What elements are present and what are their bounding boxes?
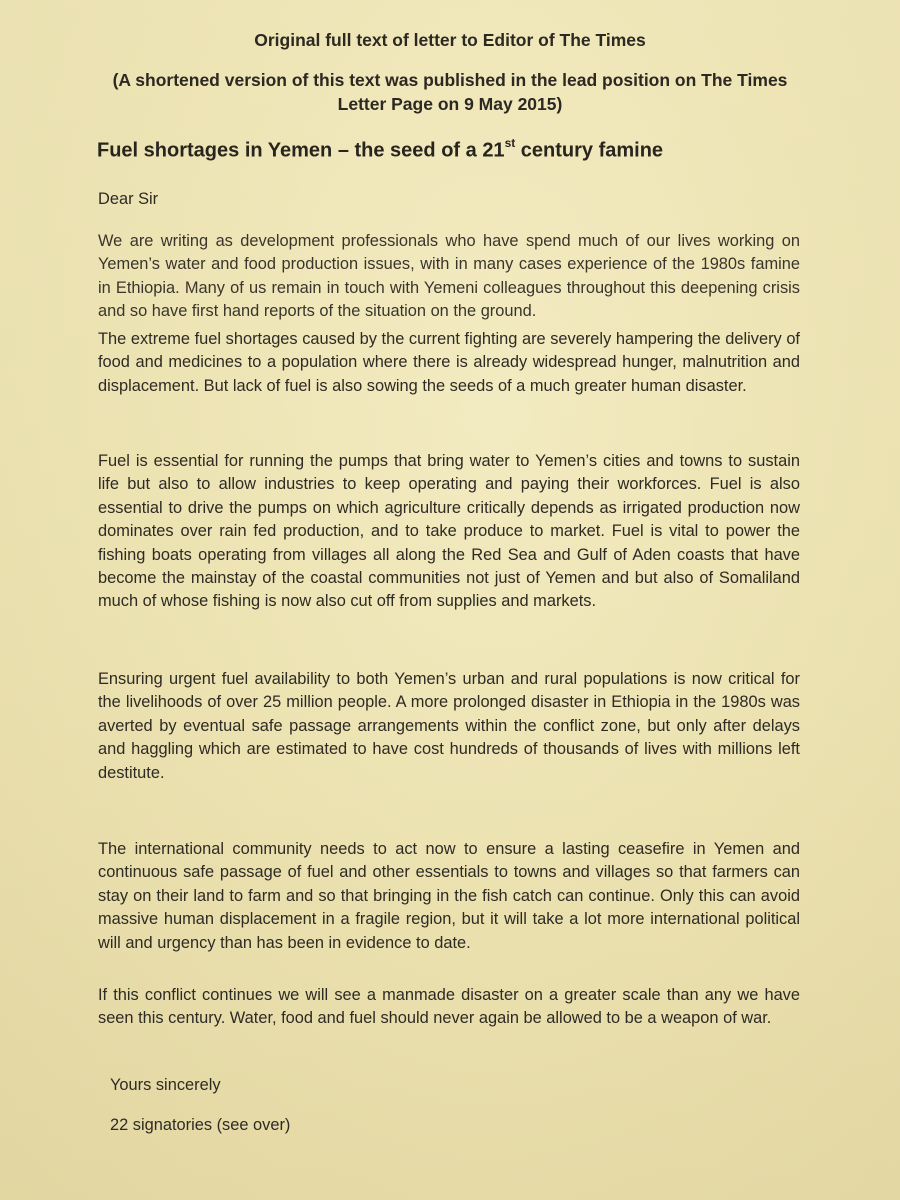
paragraph-2: The extreme fuel shortages caused by the current fighting are severely hampering the delivery of food and medicines to a population where there is already widespread hunger, malnutrition and displacement. But lack of fuel is also sowing the seeds of a much greater human disaster. (98, 330, 800, 395)
paragraph-5: The international community needs to act now to ensure a lasting ceasefire in Yemen and continuous safe passage of fuel and other essentials to towns and villages so that farmers can stay on their land to farm and so that bringing in the fish catch can continue. Only this can avoid massive human displacement in a fragile region, but it will take a lot more international political will and urgency than has been in evidence to date. (98, 840, 800, 952)
publication-note-line-1: (A shortened version of this text was published in the lead position on The Times (112, 70, 788, 90)
letter-title-text: Fuel shortages in Yemen – the seed of a 21 (97, 139, 505, 162)
publication-note-line-2: Letter Page on 9 May 2015) (337, 94, 563, 114)
letter-title-superscript: st (504, 136, 516, 150)
salutation: Dear Sir (98, 190, 159, 208)
letter-heading: Original full text of letter to Editor of The Times (254, 30, 646, 50)
closing: Yours sincerely (110, 1076, 221, 1094)
letter-title (97, 138, 663, 163)
paragraph-4: Ensuring urgent fuel availability to both Yemen’s urban and rural populations is now critical for the livelihoods of over 25 million people. A more prolonged disaster in Ethiopia in the 1980s was averted by eventual safe passage arrangements within the conflict zone, but only after delays and haggling which are estimated to have cost hundreds of thousands of lives with millions left destitute. (98, 670, 800, 782)
paragraph-6: If this conflict continues we will see a manmade disaster on a greater scale than any we have seen this century. Water, food and fuel should never again be allowed to be a weapon of war. (98, 986, 800, 1028)
letter-title-text-end: century famine (515, 139, 664, 162)
paragraph-3: Fuel is essential for running the pumps that bring water to Yemen’s cities and towns to sustain life but also to allow industries to keep operating and paying their workforces. Fuel is also essential to drive the pumps on which agriculture critically depends as irrigated production now dominates over rain fed production, and to take produce to market. Fuel is vital to power the fishing boats operating from villages all along the Red Sea and Gulf of Aden coasts that have become the mainstay of the coastal communities not just of Yemen and but also of Somaliland much of whose fishing is now also cut off from supplies and markets. (98, 452, 800, 611)
signatories-note: 22 signatories (see over) (110, 1116, 291, 1134)
paragraph-1: We are writing as development professionals who have spend much of our lives working on Yemen’s water and food production issues, with in many cases experience of the 1980s famine in Ethiopia. Many of us remain in touch with Yemeni colleagues throughout this deepening crisis and so have first hand reports of the situation on the ground. (98, 232, 800, 321)
